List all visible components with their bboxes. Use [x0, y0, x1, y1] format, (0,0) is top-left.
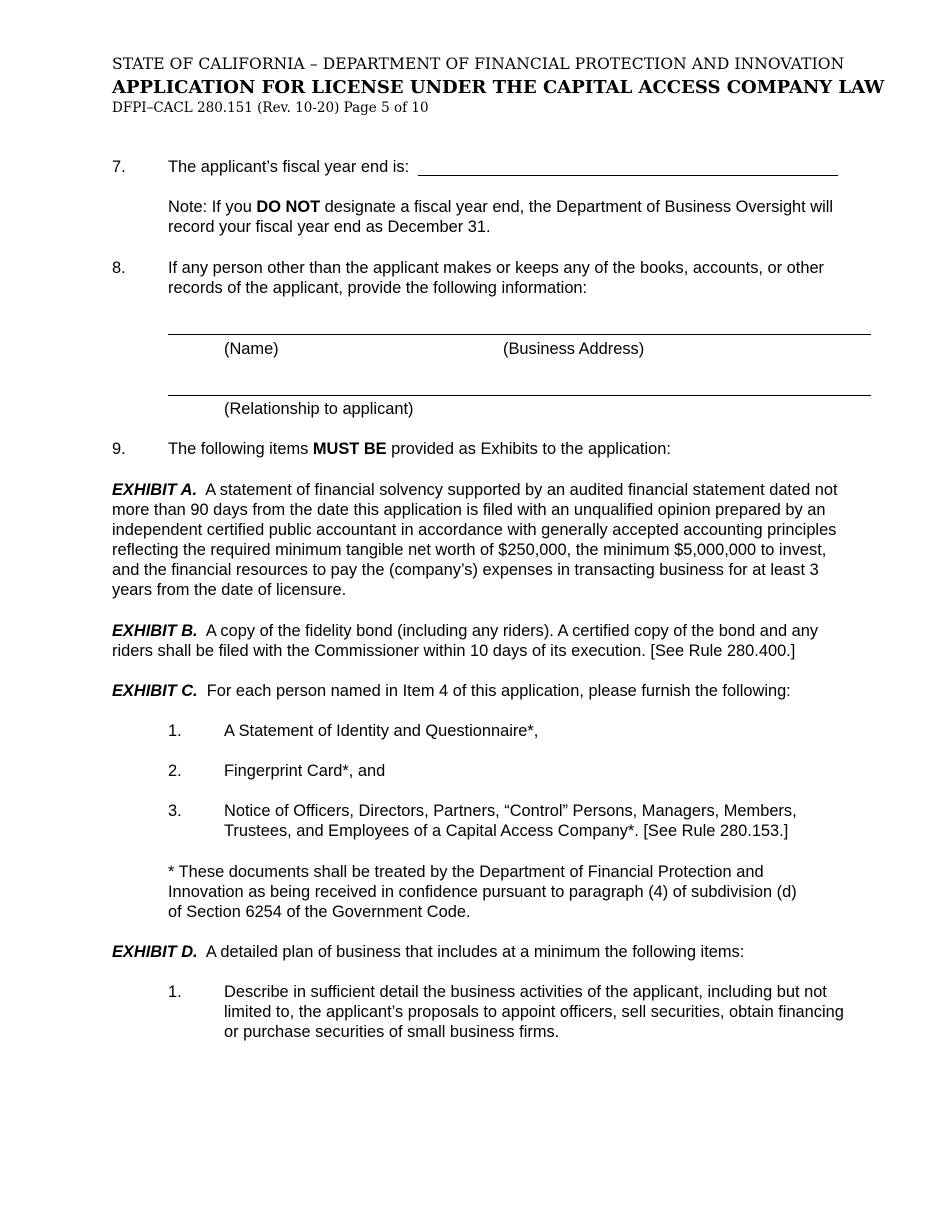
item-9-text: The following items MUST BE provided as Exhibits to the application: — [168, 440, 671, 458]
fiscal-year-end-field[interactable] — [418, 175, 838, 177]
exhibit-c-item-3-line1: Notice of Officers, Directors, Partners, “Control” Persons, Managers, Members, — [224, 802, 797, 820]
item-7-number: 7. — [112, 158, 126, 176]
exhibit-b-line1: EXHIBIT B. A copy of the fidelity bond (including any riders). A certified copy of the bond and any — [112, 622, 819, 640]
item-8-number: 8. — [112, 259, 126, 277]
name-address-field[interactable] — [168, 334, 871, 336]
exhibit-d-label: EXHIBIT D. — [112, 943, 198, 961]
exhibit-d-item-1-number: 1. — [168, 983, 182, 1001]
exhibit-d-item-1-line3: or purchase securities of small business firms. — [224, 1023, 560, 1041]
exhibit-c-footnote-line2: Innovation as being received in confidence pursuant to paragraph (4) of subdivision (d) — [168, 883, 797, 901]
exhibit-c-footnote-line3: of Section 6254 of the Government Code. — [168, 903, 471, 921]
exhibit-b-label: EXHIBIT B. — [112, 622, 198, 640]
item-8-line2: records of the applicant, provide the following information: — [168, 279, 588, 297]
exhibit-a-line1: EXHIBIT A. A statement of financial solvency supported by an audited financial statement dated not — [112, 481, 838, 499]
exhibit-c-item-2: Fingerprint Card*, and — [224, 762, 386, 780]
exhibit-a-line2: more than 90 days from the date this application is filed with an unqualified opinion prepared by an — [112, 501, 826, 519]
exhibit-a-line6: years from the date of licensure. — [112, 581, 347, 599]
exhibit-b-line2: riders shall be filed with the Commissioner within 10 days of its execution. [See Rule 280.400.] — [112, 642, 796, 660]
item-8-line1: If any person other than the applicant makes or keeps any of the books, accounts, or other — [168, 259, 825, 277]
business-address-label: (Business Address) — [503, 340, 645, 358]
exhibit-a-line3: independent certified public accountant in accordance with generally accepted accounting principles — [112, 521, 837, 539]
exhibit-d-item-1-line2: limited to, the applicant’s proposals to appoint officers, sell securities, obtain financing — [224, 1003, 844, 1021]
relationship-field[interactable] — [168, 395, 871, 397]
form-title: APPLICATION FOR LICENSE UNDER THE CAPITAL ACCESS COMPANY LAW — [112, 77, 885, 98]
exhibit-c-item-3-line2: Trustees, and Employees of a Capital Access Company*. [See Rule 280.153.] — [224, 822, 789, 840]
exhibit-a-line5: and the financial resources to pay the (company’s) expenses in transacting business for at least 3 — [112, 561, 819, 579]
exhibit-d-item-1-line1: Describe in sufficient detail the business activities of the applicant, including but not — [224, 983, 827, 1001]
exhibit-c-item-3-number: 3. — [168, 802, 182, 820]
exhibit-c-footnote-line1: * These documents shall be treated by the Department of Financial Protection and — [168, 863, 764, 881]
relationship-label: (Relationship to applicant) — [224, 400, 414, 418]
exhibit-c-item-1: A Statement of Identity and Questionnaire*, — [224, 722, 539, 740]
agency-header: STATE OF CALIFORNIA – DEPARTMENT OF FINANCIAL PROTECTION AND INNOVATION — [112, 55, 845, 73]
name-label: (Name) — [224, 340, 279, 358]
exhibit-c-item-2-number: 2. — [168, 762, 182, 780]
exhibit-c-intro: EXHIBIT C. For each person named in Item 4 of this application, please furnish the following: — [112, 682, 791, 700]
exhibit-a-line4: reflecting the required minimum tangible net worth of $250,000, the minimum $5,000,000 to invest, — [112, 541, 827, 559]
item-9-number: 9. — [112, 440, 126, 458]
exhibit-c-label: EXHIBIT C. — [112, 682, 198, 700]
exhibit-d-intro: EXHIBIT D. A detailed plan of business that includes at a minimum the following items: — [112, 943, 745, 961]
exhibit-c-item-1-number: 1. — [168, 722, 182, 740]
item-7-note: Note: If you DO NOT designate a fiscal year end, the Department of Business Oversight will — [168, 198, 834, 216]
form-info: DFPI–CACL 280.151 (Rev. 10-20) Page 5 of 10 — [112, 100, 429, 116]
item-7-note-line2: record your fiscal year end as December 31. — [168, 218, 491, 236]
item-7-text: The applicant’s fiscal year end is: — [168, 158, 410, 176]
exhibit-a-label: EXHIBIT A. — [112, 481, 197, 499]
